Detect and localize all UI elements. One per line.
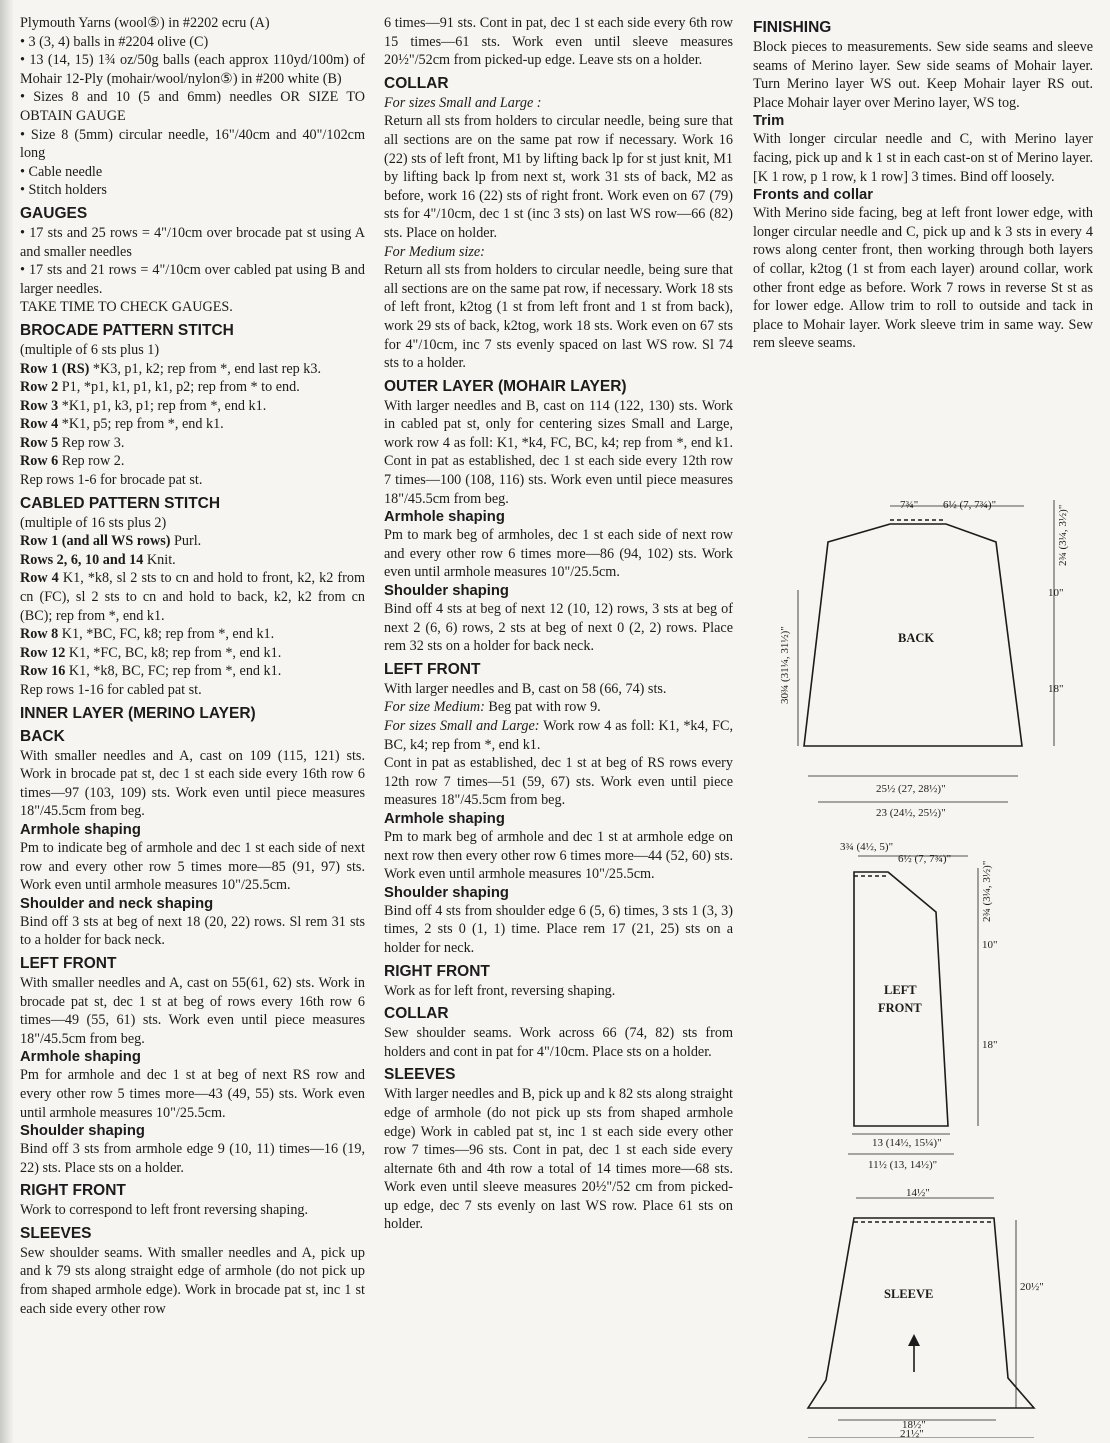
- gauge-item: • 17 sts and 25 rows = 4"/10cm over brocade pat st using A and smaller needles: [20, 224, 365, 260]
- left-front-heading: LEFT FRONT: [20, 954, 117, 972]
- dim-label: 30¾ (31¼, 31½)": [779, 626, 791, 704]
- armhole-heading: Armhole shaping: [20, 821, 141, 838]
- dim-label: 6½ (7, 7¾)": [943, 499, 997, 511]
- armhole-heading: Armhole shaping: [20, 1049, 141, 1066]
- dim-label: 18½": [902, 1419, 926, 1431]
- arrow-head: [908, 1334, 920, 1346]
- dim-label: 2¾ (3¼, 3½)": [1057, 504, 1069, 566]
- left-front-small-large: For sizes Small and Large: Work row 4 as foll: K1, *k4, FC, BC, k4; rep from *, end k1.: [384, 718, 733, 753]
- armhole-heading: Armhole shaping: [384, 810, 505, 827]
- sleeve-label: SLEEVE: [884, 1287, 934, 1301]
- fronts-collar-heading: Fronts and collar: [753, 187, 874, 204]
- sleeve-outline: [808, 1218, 1034, 1408]
- cabled-rows: [20, 514, 365, 700]
- supplies-list: [20, 14, 365, 200]
- shoulder-heading: Shoulder shaping: [384, 583, 509, 600]
- left-front-outline: [854, 872, 948, 1126]
- schematic-diagrams: [768, 478, 1100, 1438]
- pattern-row: (multiple of 6 sts plus 1): [20, 341, 160, 358]
- column-3: [753, 14, 1093, 353]
- collar-subheading: For sizes Small and Large :: [384, 94, 542, 111]
- pattern-row: Row 4 *K1, p5; rep from *, end k1.: [20, 416, 224, 433]
- armhole-heading: Armhole shaping: [384, 509, 505, 526]
- pattern-row: Rows 2, 6, 10 and 14 Knit.: [20, 551, 176, 568]
- left-front-label: FRONT: [878, 1001, 922, 1015]
- pattern-row: Row 3 *K1, p1, k3, p1; rep from *, end k1.: [20, 397, 267, 414]
- armhole-text: Pm for armhole and dec 1 st at beg of next RS row and every other row 5 times more—43 (49, 55) sts. Work even until armhole measures 10"/25.5cm.: [20, 1067, 365, 1121]
- dim-label: 14½": [906, 1187, 930, 1199]
- shoulder-neck-text: Bind off 3 sts at beg of next 18 (20, 22) rows. Sl rem 31 sts to a holder for back neck.: [20, 913, 365, 949]
- dim-label: 7¾": [900, 499, 919, 511]
- left-front-text: Cont in pat as established, dec 1 st at beg of RS rows every 12th row 7 times—51 (59, 67) sts. Work even until piece measures 18"/45.5cm from beg.: [384, 755, 733, 809]
- right-front-text: Work to correspond to left front reversing shaping.: [20, 1202, 309, 1219]
- brocade-heading: BROCADE PATTERN STITCH: [20, 321, 234, 339]
- pattern-row: Row 4 K1, *k8, sl 2 sts to cn and hold to front, k2, k2 from cn (FC), sl 2 sts to cn and hold to back, k2, k2 from cn (BC); rep from *, end k1.: [20, 570, 365, 624]
- pattern-row: Row 6 Rep row 2.: [20, 453, 125, 470]
- pattern-row: (multiple of 16 sts plus 2): [20, 514, 167, 531]
- pattern-row: Rep rows 1-6 for brocade pat st.: [20, 472, 203, 489]
- pattern-row: Row 1 (RS) *K3, p1, k2; rep from *, end last rep k3.: [20, 360, 322, 377]
- shoulder-heading: Shoulder shaping: [20, 1123, 145, 1140]
- finishing-heading: FINISHING: [753, 19, 832, 36]
- right-front-text: Work as for left front, reversing shaping.: [384, 982, 616, 999]
- collar-heading: COLLAR: [384, 74, 449, 92]
- left-front-medium: For size Medium: Beg pat with row 9.: [384, 699, 601, 716]
- dim-label: 10": [1048, 587, 1064, 599]
- gauge-item: • 17 sts and 21 rows = 4"/10cm over cabled pat using B and larger needles.: [20, 262, 365, 297]
- pattern-row: Row 1 (and all WS rows) Purl.: [20, 533, 202, 550]
- brocade-rows: [20, 341, 365, 490]
- left-front-schematic: [840, 841, 998, 1171]
- sleeves-text-cont: 6 times—91 sts. Cont in pat, dec 1 st each side every 6th row 15 times—61 sts. Work even until sleeve measures 20½"/52cm from picked-up edge. Leave sts on a holder.: [384, 15, 733, 69]
- shoulder-text: Bind off 4 sts at beg of next 12 (10, 12) rows, 3 sts at beg of next 2 (6, 6) rows, 2 sts at beg of next 0 (2, 2) rows. Place rem 32 sts on a holder for back neck.: [384, 601, 733, 655]
- back-heading: BACK: [20, 727, 65, 745]
- sleeves-heading: SLEEVES: [384, 1066, 456, 1084]
- dim-label: 18": [1048, 683, 1064, 695]
- back-schematic: [779, 499, 1069, 819]
- supply-item: • Size 8 (5mm) circular needle, 16"/40cm and 40"/102cm long: [20, 126, 365, 162]
- pattern-row: Row 8 K1, *BC, FC, k8; rep from *, end k1.: [20, 626, 275, 643]
- collar-subheading: For Medium size:: [384, 243, 485, 260]
- page-gutter-shadow: [0, 0, 14, 1443]
- collar-text: Sew shoulder seams. Work across 66 (74, 82) sts from holders and cont in pat for 4"/10cm. Place sts on a holder.: [384, 1025, 733, 1060]
- pattern-row: Row 5 Rep row 3.: [20, 434, 125, 451]
- dim-label: 18": [982, 1039, 998, 1051]
- back-text: With smaller needles and A, cast on 109 (115, 121) sts. Work in brocade pat st, dec 1 st each side every 16th row 6 times—97 (103, 109) sts. Work even until piece measures 18"/45.5cm from beg.: [20, 747, 365, 820]
- shoulder-heading: Shoulder shaping: [384, 884, 509, 901]
- supply-item: • Cable needle: [20, 163, 103, 180]
- sleeve-bottom-dim: 21½": [900, 1428, 924, 1440]
- trim-text: With longer circular needle and C, with Merino layer facing, pick up and k 1 st in each cast-on st of Merino layer. [K 1 row, p 1 row, k 1 row] 3 times. Bind off loosely.: [753, 131, 1094, 185]
- shoulder-text: Bind off 3 sts from armhole edge 9 (10, 11) times—16 (19, 22) sts. Place sts on a holder.: [20, 1141, 365, 1176]
- dim-label: 13 (14½, 15¼)": [872, 1137, 942, 1149]
- column-2: [384, 14, 733, 1234]
- right-front-heading: RIGHT FRONT: [384, 962, 490, 980]
- dim-label: 2¾ (3¼, 3½)": [981, 860, 993, 922]
- gauge-item: TAKE TIME TO CHECK GAUGES.: [20, 299, 233, 316]
- schematic-svg: [768, 478, 1100, 1438]
- armhole-text: Pm to mark beg of armhole and dec 1 st at armhole edge on next row then every other row 6 times more—44 (52, 60) sts. Work even until armhole measures 10"/25.5cm.: [384, 828, 733, 883]
- supply-item: • Sizes 8 and 10 (5 and 6mm) needles OR SIZE TO OBTAIN GAUGE: [20, 89, 365, 124]
- outer-layer-heading: OUTER LAYER (MOHAIR LAYER): [384, 377, 627, 395]
- supply-item: • 3 (3, 4) balls in #2204 olive (C): [20, 33, 209, 50]
- pattern-row: Row 12 K1, *FC, BC, k8; rep from *, end k1.: [20, 644, 282, 661]
- shoulder-neck-heading: Shoulder and neck shaping: [20, 895, 214, 912]
- dim-label: 23 (24½, 25½)": [876, 807, 946, 819]
- left-front-text: With larger needles and B, cast on 58 (66, 74) sts.: [384, 680, 667, 697]
- collar-text: Return all sts from holders to circular needle, being sure that all sections are on the same pat row if necessary. Work 16 (22) sts of left front, M1 by lifting back lp for st just knit, M1 by lifting back lp from next st, work 31 sts of back, M2 as before, work 16 (22) sts of right front. Work even on 67 (79) sts for 4"/10cm, dec 1 st (inc 3 sts) on last WS row—66 (82) sts. Place on holder.: [384, 113, 733, 241]
- gauges-heading: GAUGES: [20, 204, 88, 222]
- sleeves-text: Sew shoulder seams. With smaller needles and A, pick up and k 79 sts along straight edge of armhole (do not pick up from shaped armhole edge). Work in brocade pat st, inc 1 st each side every other row: [20, 1244, 365, 1317]
- dim-label: 20½": [1020, 1281, 1044, 1293]
- dim-label: 6½ (7, 7¾)": [898, 853, 952, 865]
- shoulder-text: Bind off 4 sts from shoulder edge 6 (5, 6) times, 3 sts 1 (3, 3) times, 2 sts 0 (1, 1) time. Place rem 17 (21, 25) sts on a holder for neck.: [384, 902, 733, 956]
- sleeve-schematic: [808, 1187, 1044, 1438]
- pattern-row: Row 2 P1, *p1, k1, p1, k1, p2; rep from * to end.: [20, 379, 300, 396]
- collar-text: Return all sts from holders to circular needle, being sure that all sections are on the same pat row, if necessary. Work 18 sts of left front, k2tog (1 st from left front and 1 st from back), work 29 sts of back, k2tog, work 18 sts. Work even on 67 sts for 4"/10cm, inc 7 sts evenly spaced on last WS row. Sl 74 sts to a holder.: [384, 262, 733, 372]
- supply-item: • 13 (14, 15) 1¾ oz/50g balls (each approx 110yd/100m) of Mohair 12-Ply (mohair/wool/nylon⑤) in #200 white (B): [20, 52, 365, 87]
- sleeves-heading: SLEEVES: [20, 1224, 92, 1242]
- left-front-label: LEFT: [884, 983, 917, 997]
- dim-label: 11½ (13, 14½)": [868, 1159, 938, 1171]
- inner-layer-heading: INNER LAYER (MERINO LAYER): [20, 704, 256, 722]
- supply-item: Plymouth Yarns (wool⑤) in #2202 ecru (A): [20, 15, 270, 31]
- dim-label: 10": [982, 939, 998, 951]
- pattern-row: Row 16 K1, *k8, BC, FC; rep from *, end k1.: [20, 663, 282, 680]
- right-front-heading: RIGHT FRONT: [20, 1182, 126, 1200]
- armhole-text: Pm to indicate beg of armhole and dec 1 st each side of next row and every other row 5 times more—85 (91, 97) sts. Work even until armhole measures 10"/25.5cm.: [20, 839, 365, 894]
- back-label: BACK: [898, 631, 935, 645]
- collar-heading: COLLAR: [384, 1005, 449, 1023]
- armhole-text: Pm to mark beg of armholes, dec 1 st each side of next row and every other row 6 times more—86 (94, 102) sts. Work even until armhole measures 10"/25.5cm.: [384, 527, 733, 581]
- left-front-text: With smaller needles and A, cast on 55(61, 62) sts. Work in brocade pat st, dec 1 st at beg of rows every 16th row 6 times—49 (55, 61) sts. Work even until piece measures 18"/45.5cm from beg.: [20, 974, 365, 1047]
- left-front-heading: LEFT FRONT: [384, 660, 481, 678]
- dim-label: 25½ (27, 28½)": [876, 783, 946, 795]
- trim-heading: Trim: [753, 113, 785, 130]
- column-1: [20, 14, 365, 1318]
- outer-layer-text: With larger needles and B, cast on 114 (122, 130) sts. Work in cabled pat st, only for centering sizes Small and Large, work row 4 as foll: K1, *k4, FC, BC, k4; rep from *, end k1. Cont in pat as established, dec 1 st each side every 12th row 7 times—100 (108, 116) sts. Work even until piece measures 18"/45.5cm from beg.: [384, 397, 733, 507]
- cabled-heading: CABLED PATTERN STITCH: [20, 494, 221, 512]
- finishing-text: Block pieces to measurements. Sew side seams and sleeve seams of Merino layer. Sew side seams of Mohair layer. Turn Merino layer WS out. Keep Mohair layer RS out. Place Mohair layer over Merino layer, WS tog.: [753, 39, 1093, 111]
- fronts-collar-text: With Merino side facing, beg at left front lower edge, with longer circular needle and C, pick up and k 3 sts in every 4 rows along center front, then working through both layers of collar, k2tog (1 st from each layer) around collar, work other front edge as before. Work 7 rows in reverse St st as for lower edge. Allow trim to roll to outside and tack in place to Mohair layer. Work sleeve trim in same way. Sew rem sleeve seams.: [753, 205, 1093, 352]
- pattern-row: Rep rows 1-16 for cabled pat st.: [20, 682, 202, 698]
- dim-label: 3¾ (4½, 5)": [840, 841, 894, 853]
- sleeves-text: With larger needles and B, pick up and k 82 sts along straight edge of armhole (do not pick up sts from shaped armhole edge) Work in cabled pat st, inc 1 st each side every other row 7 times—96 sts. Cont in pat, dec 1 st each side every alternate 6th and 4th row a total of 14 times more—68 sts. Work even until sleeve measures 20½"/52 cm from picked-up edge, dec 7 sts evenly on last WS row. Place 61 sts on holder.: [384, 1086, 733, 1233]
- supply-item: • Stitch holders: [20, 182, 107, 199]
